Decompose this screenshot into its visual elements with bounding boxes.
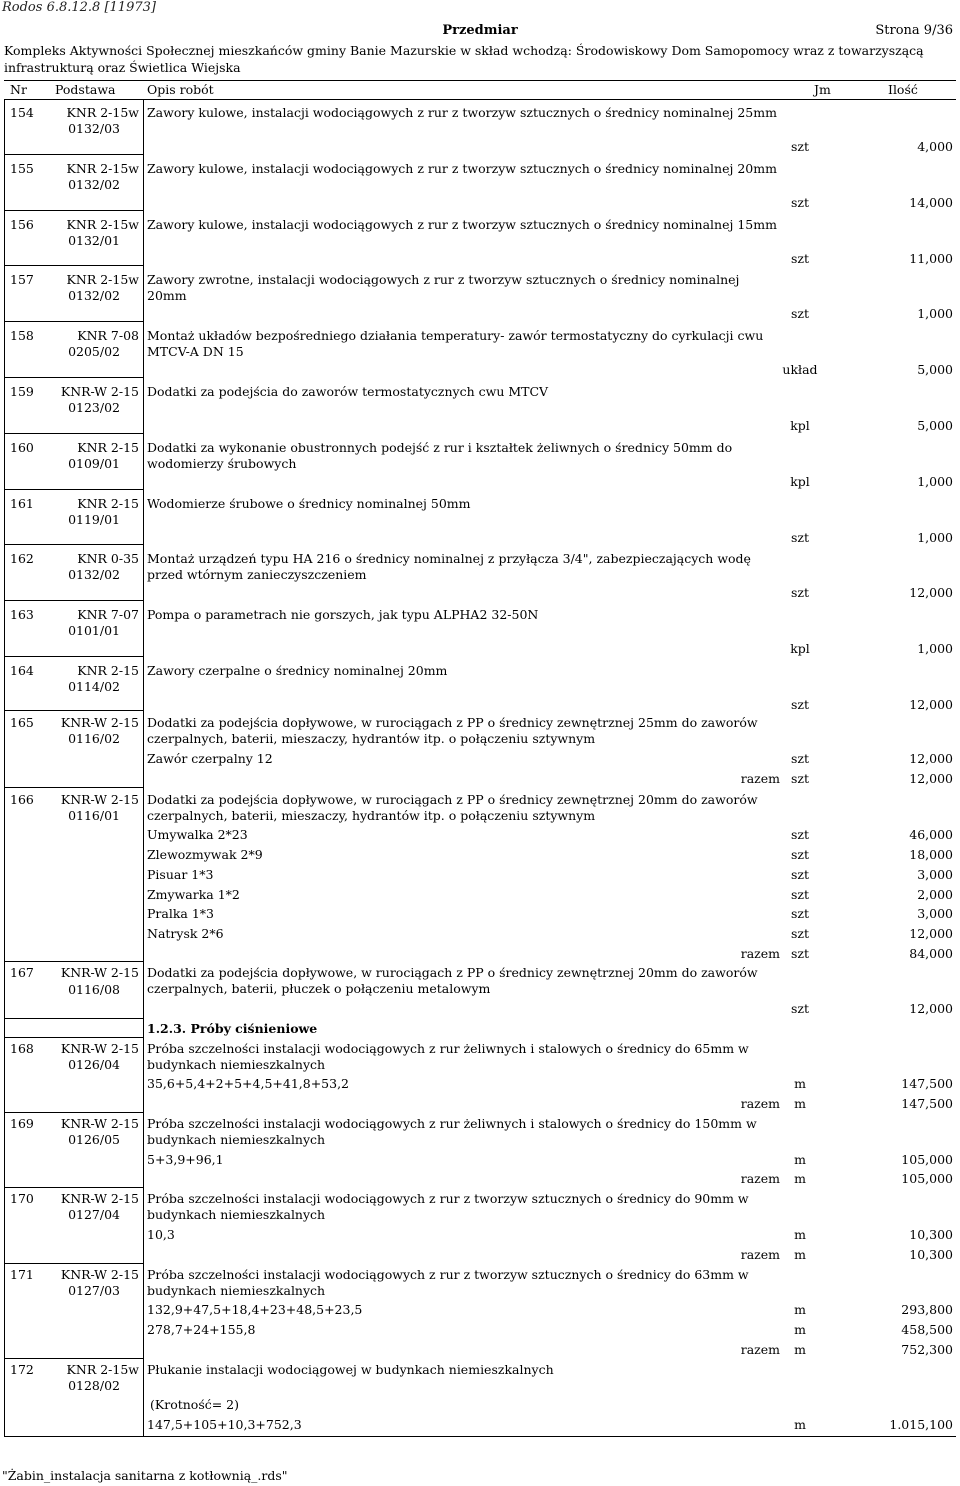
row-code: KNR-W 2-15: [60, 384, 139, 399]
row-unit: szt: [790, 306, 810, 322]
row-calc: 35,6+5,4+2+5+4,5+41,8+53,2: [147, 1076, 350, 1091]
razem-quantity: 12,000: [909, 771, 953, 786]
razem-quantity: 752,300: [901, 1342, 953, 1357]
row-unit: szt: [790, 697, 810, 712]
file-name-footer: "Żabin_instalacja sanitarna z kotłownią_.rds": [2, 1468, 288, 1483]
row-nr: 162: [10, 551, 34, 567]
row-unit: m: [794, 1302, 806, 1317]
row-code-sub: 0119/01: [68, 511, 120, 527]
header-podstawa: Podstawa: [55, 82, 116, 97]
row-code-sub: 0116/08: [68, 982, 120, 997]
row-code: KNR 2-15: [77, 439, 139, 455]
row-description: Próba szczelności instalacji wodociągowych z rur z tworzyw sztucznych o średnicy do 63mm w budynkach niemieszkalnych: [147, 1267, 749, 1298]
razem-unit: m: [794, 1096, 806, 1111]
razem-quantity: 84,000: [909, 946, 953, 961]
row-quantity: 1,000: [917, 641, 953, 657]
razem-unit: m: [794, 1171, 806, 1186]
razem-quantity: 10,300: [909, 1247, 953, 1262]
razem-label: razem: [740, 1247, 780, 1262]
row-code: KNR 2-15w: [66, 160, 139, 176]
row-calc: 5+3,9+96,1: [147, 1152, 224, 1167]
row-description: Dodatki za podejścia dopływowe, w rurociągach z PP o średnicy zewnętrznej 20mm do zaworów czerpalnych, baterii, mieszaczy, hydrantów itp. o połączeniu sztywnym: [147, 792, 758, 823]
row-code-sub: 0132/02: [68, 567, 120, 583]
row-nr: 163: [10, 607, 34, 623]
row-unit: szt: [790, 887, 810, 902]
row-quantity: 147,500: [901, 1076, 953, 1091]
row-note: (Krotność= 2): [150, 1397, 240, 1412]
row-description: Próba szczelności instalacji wodociągowych z rur z tworzyw sztucznych o średnicy do 90mm w budynkach niemieszkalnych: [147, 1191, 749, 1222]
row-code: KNR 2-15w: [66, 272, 139, 288]
row-code-sub: 0126/04: [68, 1057, 120, 1072]
row-nr: 168: [10, 1041, 34, 1056]
row-quantity: 10,300: [909, 1227, 953, 1242]
row-quantity: 12,000: [909, 1001, 953, 1016]
razem-label: razem: [740, 946, 780, 961]
row-nr: 158: [10, 328, 34, 344]
row-code-sub: 0132/03: [68, 121, 120, 136]
row-description: Montaż urządzeń typu HA 216 o średnicy nominalnej z przyłącza 3/4", zabezpieczających wodę przed wtórnym zanieczyszczeniem: [147, 551, 751, 583]
razem-unit: szt: [790, 771, 810, 786]
row-unit: szt: [790, 906, 810, 921]
app-version: Rodos 6.8.12.8 [11973]: [2, 0, 156, 15]
row-calc: Natrysk 2*6: [147, 926, 224, 941]
header-top-rule: [4, 80, 956, 81]
row-code-sub: 0123/02: [68, 400, 120, 415]
row-code: KNR 0-35: [77, 551, 139, 567]
header-jm: Jm: [814, 82, 831, 97]
row-nr: 165: [10, 715, 34, 730]
row-quantity: 1.015,100: [889, 1417, 953, 1432]
razem-label: razem: [740, 1096, 780, 1111]
row-calc: Umywalka 2*23: [147, 827, 248, 842]
row-description: Dodatki za podejścia do zaworów termostatycznych cwu MTCV: [147, 384, 549, 399]
row-code-sub: 0101/01: [68, 623, 120, 639]
row-unit: kpl: [790, 418, 810, 433]
row-nr: 160: [10, 439, 34, 455]
row-code-sub: 0132/02: [68, 288, 120, 304]
row-code: KNR-W 2-15: [60, 715, 139, 730]
row-code: KNR 2-15w: [66, 1362, 139, 1377]
row-code-sub: 0109/01: [68, 455, 120, 471]
row-unit: szt: [790, 1001, 810, 1016]
table-column-divider: [143, 99, 144, 1436]
row-calc: Pralka 1*3: [147, 906, 214, 921]
razem-label: razem: [740, 771, 780, 786]
row-code-sub: 0126/05: [68, 1132, 120, 1147]
row-nr: 172: [10, 1362, 34, 1377]
row-quantity: 4,000: [917, 139, 953, 154]
row-quantity: 458,500: [901, 1322, 953, 1337]
row-calc: Pisuar 1*3: [147, 867, 214, 882]
row-calc: 10,3: [147, 1227, 175, 1242]
razem-unit: m: [794, 1247, 806, 1262]
row-code: KNR 7-08: [77, 328, 139, 344]
row-quantity: 1,000: [917, 306, 953, 322]
row-unit: szt: [790, 926, 810, 941]
row-code: KNR 2-15w: [66, 105, 139, 120]
row-nr: 170: [10, 1191, 34, 1206]
razem-label: razem: [740, 1342, 780, 1357]
row-unit: szt: [790, 827, 810, 842]
row-description: Zawory kulowe, instalacji wodociągowych z rur z tworzyw sztucznych o średnicy nominalnej 25mm: [147, 105, 777, 120]
row-quantity: 293,800: [901, 1302, 953, 1317]
row-description: Zawory zwrotne, instalacji wodociągowych z rur z tworzyw sztucznych o średnicy nominalnej 20mm: [147, 272, 740, 304]
row-unit: kpl: [790, 473, 810, 489]
header-opis: Opis robót: [147, 82, 214, 97]
row-code: KNR-W 2-15: [60, 792, 139, 807]
row-nr: 169: [10, 1116, 34, 1131]
page-number: Strona 9/36: [875, 23, 953, 38]
row-unit: m: [794, 1322, 806, 1337]
row-nr: 164: [10, 663, 34, 678]
row-code: KNR-W 2-15: [60, 965, 139, 980]
row-code: KNR-W 2-15: [60, 1267, 139, 1282]
row-quantity: 5,000: [917, 362, 953, 378]
row-description: Zawory kulowe, instalacji wodociągowych z rur z tworzyw sztucznych o średnicy nominalnej 15mm: [147, 216, 777, 232]
razem-quantity: 105,000: [901, 1171, 953, 1186]
row-description: Montaż układów bezpośredniego działania temperatury- zawór termostatyczny do cyrkulacji cwu MTCV-A DN 15: [147, 328, 764, 360]
row-code-sub: 0114/02: [68, 679, 120, 694]
razem-unit: m: [794, 1342, 806, 1357]
row-nr: 167: [10, 965, 34, 980]
row-code: KNR-W 2-15: [60, 1041, 139, 1056]
row-calc: Zawór czerpalny 12: [147, 751, 273, 766]
row-calc: 132,9+47,5+18,4+23+48,5+23,5: [147, 1302, 363, 1317]
row-quantity: 2,000: [917, 887, 953, 902]
row-code-sub: 0132/02: [68, 176, 120, 192]
table-left-border: [4, 99, 5, 1436]
row-quantity: 105,000: [901, 1152, 953, 1167]
row-description: Próba szczelności instalacji wodociągowych z rur żeliwnych i stalowych o średnicy do 65mm w budynkach niemieszkalnych: [147, 1041, 749, 1072]
row-quantity: 12,000: [909, 585, 953, 601]
project-name: Kompleks Aktywności Społecznej mieszkańców gminy Banie Mazurskie w skład wchodzą: Środowiskowy Dom Samopomocy wraz z towarzyszącą infrastrukturą oraz Świetlica Wiejska: [4, 43, 924, 75]
row-calc: 147,5+105+10,3+752,3: [147, 1417, 302, 1432]
header-bottom-rule: [4, 99, 956, 100]
row-code: KNR 2-15: [77, 663, 139, 678]
row-code-sub: 0127/04: [68, 1207, 120, 1222]
row-unit: m: [794, 1152, 806, 1167]
row-quantity: 14,000: [909, 194, 953, 210]
row-description: Wodomierze śrubowe o średnicy nominalnej 50mm: [147, 495, 471, 511]
row-nr: 156: [10, 216, 34, 232]
row-unit: szt: [790, 751, 810, 766]
row-unit: szt: [790, 847, 810, 862]
row-unit: m: [794, 1227, 806, 1242]
row-code-sub: 0127/03: [68, 1283, 120, 1298]
row-unit: szt: [790, 867, 810, 882]
row-quantity: 18,000: [909, 847, 953, 862]
row-description: Płukanie instalacji wodociągowej w budynkach niemieszkalnych: [147, 1362, 554, 1377]
row-nr: 166: [10, 792, 34, 807]
row-code: KNR 2-15w: [66, 216, 139, 232]
header-ilosc: Ilość: [888, 82, 918, 97]
row-code: KNR 2-15: [77, 495, 139, 511]
row-calc: Zlewozmywak 2*9: [147, 847, 263, 862]
row-unit: szt: [790, 585, 810, 601]
row-description: Zawory czerpalne o średnicy nominalnej 20mm: [147, 663, 448, 678]
row-description: Dodatki za podejścia dopływowe, w rurociągach z PP o średnicy zewnętrznej 20mm do zaworów czerpalnych, baterii, płuczek o połączeniu metalowym: [147, 965, 758, 996]
row-unit: szt: [790, 250, 810, 266]
row-nr: 171: [10, 1267, 34, 1282]
row-calc: 278,7+24+155,8: [147, 1322, 256, 1337]
row-nr: 155: [10, 160, 34, 176]
section-heading: 1.2.3. Próby ciśnieniowe: [147, 1021, 318, 1036]
row-description: Dodatki za wykonanie obustronnych podejść z rur i kształtek żeliwnych o średnicy 50mm do wodomierzy śrubowych: [147, 439, 733, 471]
row-nr: 161: [10, 495, 34, 511]
row-unit: m: [794, 1076, 806, 1091]
table-bottom-rule: [4, 1436, 956, 1437]
razem-label: razem: [740, 1171, 780, 1186]
row-quantity: 46,000: [909, 827, 953, 842]
row-code-sub: 0205/02: [68, 344, 120, 360]
row-code-sub: 0116/02: [68, 731, 120, 746]
razem-quantity: 147,500: [901, 1096, 953, 1111]
row-code-sub: 0128/02: [68, 1378, 120, 1393]
row-quantity: 3,000: [917, 867, 953, 882]
row-quantity: 1,000: [917, 529, 953, 545]
row-quantity: 12,000: [909, 697, 953, 712]
row-nr: 154: [10, 105, 34, 120]
row-unit: szt: [790, 529, 810, 545]
row-description: Próba szczelności instalacji wodociągowych z rur żeliwnych i stalowych o średnicy do 150mm w budynkach niemieszkalnych: [147, 1116, 757, 1147]
row-code: KNR 7-07: [77, 607, 139, 623]
row-unit: kpl: [790, 641, 810, 657]
row-quantity: 1,000: [917, 473, 953, 489]
row-unit: układ: [782, 362, 818, 378]
row-quantity: 3,000: [917, 906, 953, 921]
row-description: Pompa o parametrach nie gorszych, jak typu ALPHA2 32-50N: [147, 607, 539, 623]
row-unit: szt: [790, 194, 810, 210]
row-quantity: 12,000: [909, 926, 953, 941]
row-code: KNR-W 2-15: [60, 1191, 139, 1206]
razem-unit: szt: [790, 946, 810, 961]
row-nr: 157: [10, 272, 34, 288]
row-code-sub: 0132/01: [68, 232, 120, 248]
row-quantity: 12,000: [909, 751, 953, 766]
row-nr: 159: [10, 384, 34, 399]
row-unit: m: [794, 1417, 806, 1432]
header-nr: Nr: [10, 82, 27, 97]
row-code-sub: 0116/01: [68, 808, 120, 823]
row-quantity: 5,000: [917, 418, 953, 433]
row-description: Dodatki za podejścia dopływowe, w rurociągach z PP o średnicy zewnętrznej 25mm do zaworów czerpalnych, baterii, mieszaczy, hydrantów itp. o połączeniu sztywnym: [147, 715, 758, 746]
row-quantity: 11,000: [909, 250, 953, 266]
row-description: Zawory kulowe, instalacji wodociągowych z rur z tworzyw sztucznych o średnicy nominalnej 20mm: [147, 160, 777, 176]
row-unit: szt: [790, 139, 810, 154]
document-title: Przedmiar: [442, 23, 518, 38]
row-code: KNR-W 2-15: [60, 1116, 139, 1131]
row-calc: Zmywarka 1*2: [147, 887, 240, 902]
